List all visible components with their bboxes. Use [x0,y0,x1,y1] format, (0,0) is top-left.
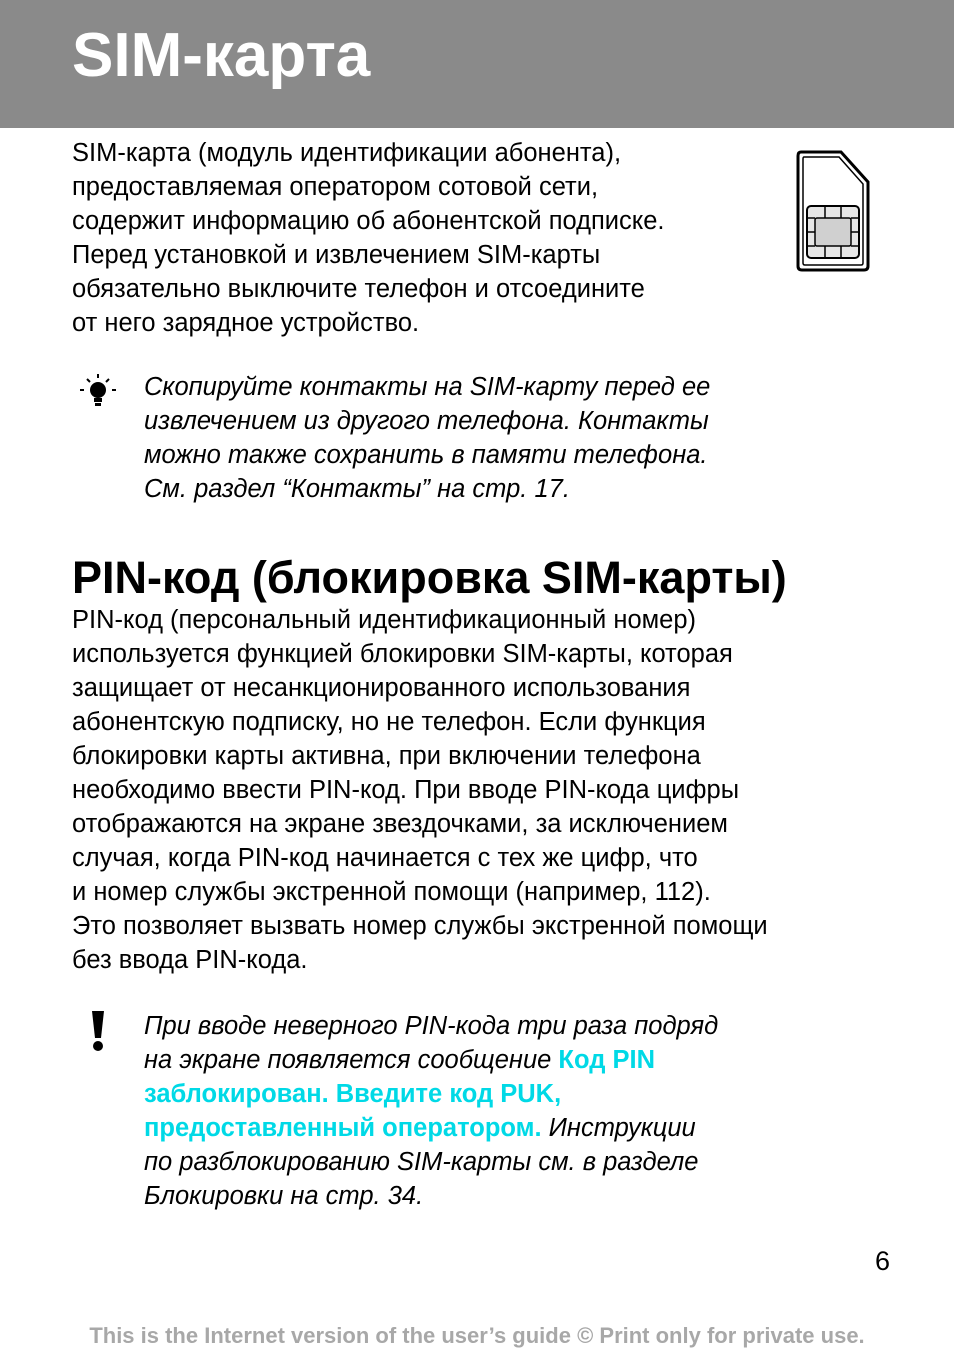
body-line: Это позволяет вызвать номер службы экстренной помощи [72,912,768,940]
warning-line: по разблокированию SIM-карты см. в разделе [144,1148,699,1176]
message-highlight: предоставленный оператором. [144,1114,542,1142]
intro-line: от него зарядное устройство. [72,309,420,337]
intro-line: SIM-карта (модуль идентификации абонента), [72,139,622,167]
warning-line: При вводе неверного PIN-кода три раза подряд [144,1012,719,1040]
warning-line: Блокировки на стр. 34. [144,1182,424,1210]
intro-line: предоставляемая оператором сотовой сети, [72,173,599,201]
intro-line: Перед установкой и извлечением SIM-карты [72,241,601,269]
warning-line: Инструкции [541,1114,696,1142]
tip-line: См. раздел “Контакты” на стр. 17. [144,475,570,503]
tip-line: Скопируйте контакты на SIM-карту перед ее [144,373,711,401]
message-highlight: Код PIN [558,1046,656,1074]
body-line: случая, когда PIN-код начинается с тех же цифр, что [72,844,698,872]
tip-line: можно также сохранить в памяти телефона. [144,441,708,469]
section-title: PIN-код (блокировка SIM-карты) [72,552,787,603]
warning-paragraph [144,1009,844,1213]
body-line: блокировки карты активна, при включении телефона [72,742,701,770]
body-line: отображаются на экране звездочками, за исключением [72,810,728,838]
intro-paragraph [72,136,772,340]
pin-paragraph [72,603,892,977]
lightbulb-icon [78,372,118,412]
footer-note: This is the Internet version of the user’s guide © Print only for private use. [89,1323,865,1348]
sim-card-icon [795,150,871,272]
tip-paragraph [144,370,844,506]
body-line: используется функцией блокировки SIM-карты, которая [72,640,733,668]
warning-line: на экране появляется сообщение [144,1046,559,1074]
body-line: необходимо ввести PIN-код. При вводе PIN-кода цифры [72,776,740,804]
body-line: и номер службы экстренной помощи (например, 112). [72,878,711,906]
exclamation-icon [88,1010,108,1052]
tip-line: извлечением из другого телефона. Контакты [144,407,709,435]
header-band [0,0,954,128]
body-line: PIN-код (персональный идентификационный номер) [72,606,697,634]
body-line: абонентскую подписку, но не телефон. Если функция [72,708,706,736]
body-line: защищает от несанкционированного использования [72,674,691,702]
intro-line: содержит информацию об абонентской подписке. [72,207,665,235]
body-line: без ввода PIN-кода. [72,946,308,974]
message-highlight: заблокирован. Введите код PUK, [144,1080,562,1108]
page-title: SIM-карта [72,21,371,90]
intro-line: обязательно выключите телефон и отсоедините [72,275,645,303]
page-number: 6 [874,1246,890,1276]
